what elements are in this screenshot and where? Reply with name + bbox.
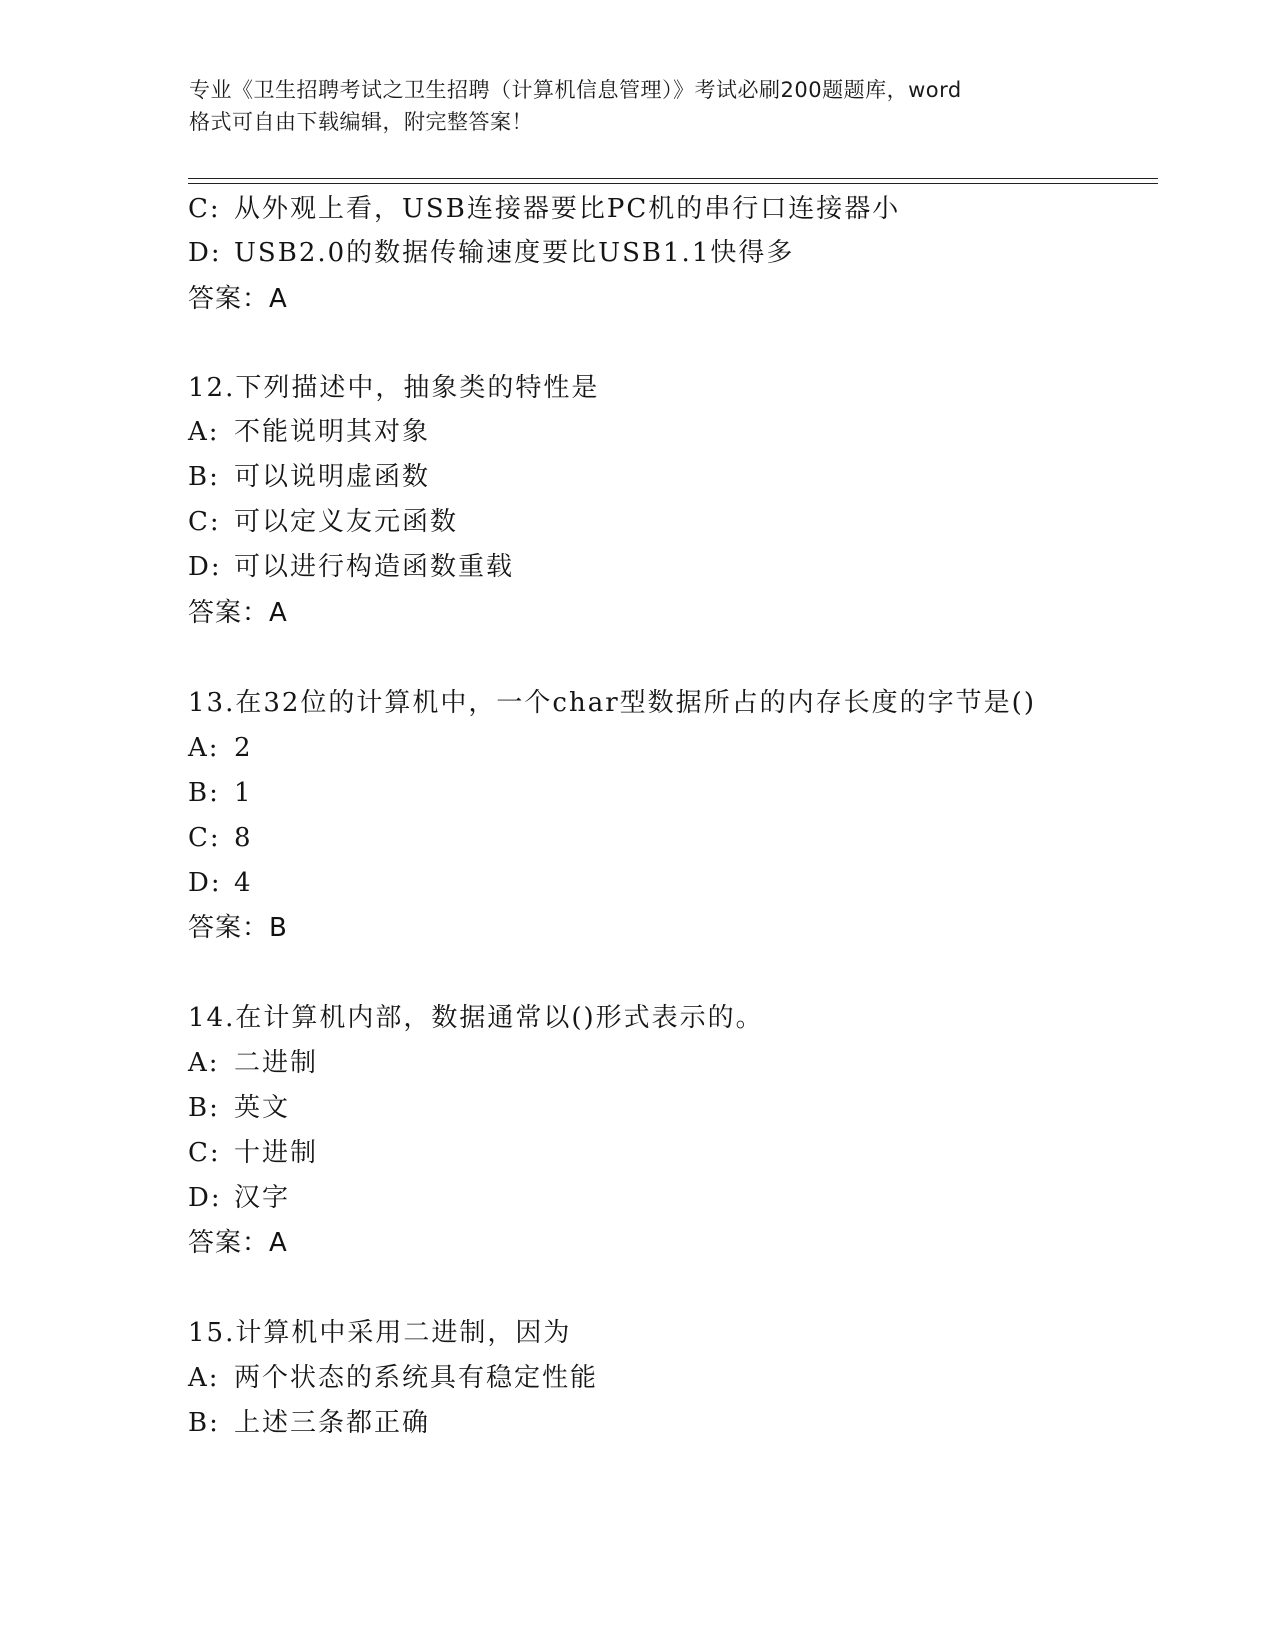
question-stem: 13.在32位的计算机中，一个char型数据所占的内存长度的字节是(): [188, 688, 1036, 718]
answer-line: 答案：A: [188, 1228, 288, 1258]
option-letter: C:: [188, 823, 221, 853]
option-letter: D:: [188, 868, 222, 898]
answer-line: 答案：A: [188, 284, 288, 314]
option-text: 2: [234, 733, 253, 763]
option-a: [188, 731, 253, 765]
option-letter: C:: [188, 194, 221, 224]
option-letter: D:: [188, 552, 222, 582]
header-divider-bottom: [188, 183, 1158, 184]
option-text: 可以进行构造函数重载: [234, 552, 515, 582]
answer-line: 答案：B: [188, 913, 288, 943]
option-text: 8: [234, 823, 253, 853]
question-stem: 12.下列描述中，抽象类的特性是: [188, 373, 600, 403]
option-text: 汉字: [234, 1183, 291, 1213]
option-letter: B:: [188, 1408, 220, 1438]
header-divider-top: [188, 178, 1158, 179]
option-text: 不能说明其对象: [234, 417, 431, 447]
option-letter: A:: [188, 733, 220, 763]
option-text: 可以说明虚函数: [234, 462, 431, 492]
option-c: [188, 1136, 318, 1170]
option-text: 两个状态的系统具有稳定性能: [234, 1363, 599, 1393]
option-text: 二进制: [234, 1048, 319, 1078]
option-letter: A:: [188, 1048, 220, 1078]
header-title-line-1: 专业《卫生招聘考试之卫生招聘（计算机信息管理）》考试必刷200题题库，word: [189, 78, 962, 102]
option-c: [188, 505, 458, 539]
question-stem: 15.计算机中采用二进制，因为: [188, 1318, 572, 1348]
option-text: 1: [234, 778, 253, 808]
option-text: 十进制: [234, 1138, 319, 1168]
option-text: USB2.0的数据传输速度要比USB1.1快得多: [234, 238, 795, 268]
option-letter: A:: [188, 1363, 220, 1393]
option-letter: C:: [188, 507, 221, 537]
answer-line: 答案：A: [188, 598, 288, 628]
option-letter: D:: [188, 1183, 222, 1213]
option-letter: D:: [188, 238, 222, 268]
option-a: [188, 415, 430, 449]
header-title-line-2: 格式可自由下载编辑，附完整答案！: [189, 110, 533, 134]
option-text: 4: [234, 868, 253, 898]
option-b: [188, 1406, 430, 1440]
option-b: [188, 776, 253, 810]
option-letter: C:: [188, 1138, 221, 1168]
option-text: 可以定义友元函数: [234, 507, 459, 537]
option-text: 上述三条都正确: [234, 1408, 431, 1438]
option-letter: B:: [188, 462, 220, 492]
option-d: [188, 1181, 290, 1215]
option-d: [188, 866, 253, 900]
question-stem: 14.在计算机内部，数据通常以()形式表示的。: [188, 1003, 764, 1033]
option-d: [188, 236, 794, 270]
option-text: 从外观上看，USB连接器要比PC机的串行口连接器小: [234, 194, 901, 224]
option-a: [188, 1361, 598, 1395]
option-d: [188, 550, 514, 584]
option-letter: B:: [188, 778, 220, 808]
option-b: [188, 460, 430, 494]
option-a: [188, 1046, 318, 1080]
option-text: 英文: [234, 1093, 291, 1123]
option-b: [188, 1091, 290, 1125]
option-c: [188, 192, 900, 226]
option-letter: B:: [188, 1093, 220, 1123]
document-header: [189, 74, 1089, 138]
option-c: [188, 821, 253, 855]
option-letter: A:: [188, 417, 220, 447]
